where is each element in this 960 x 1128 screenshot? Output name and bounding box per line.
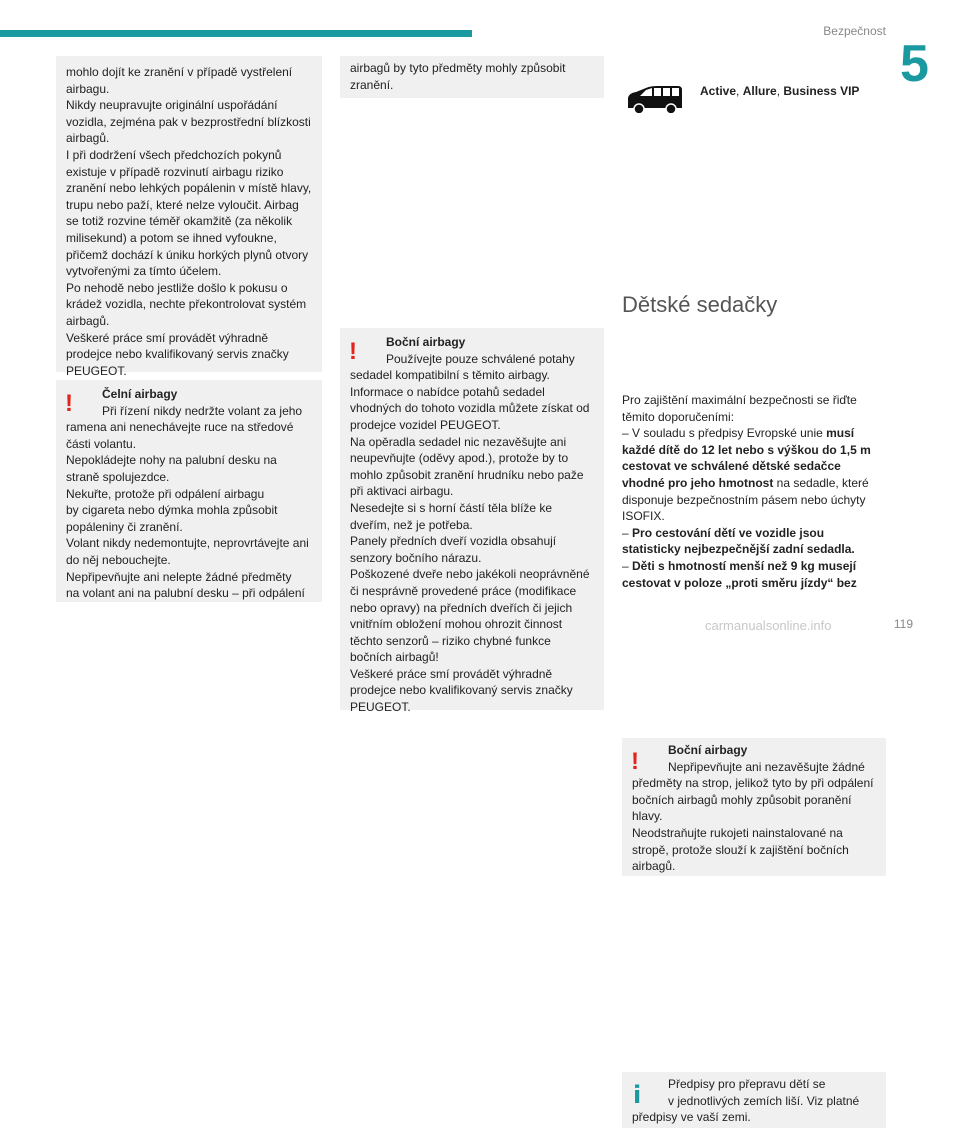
text-line: senzory bočního nárazu.	[350, 550, 482, 565]
text-line: mohlo způsobit zranění hrudníku nebo paže	[350, 467, 584, 482]
text-line: milisekund) a potom se ihned vyfoukne,	[66, 230, 277, 245]
chapter-number: 5	[900, 35, 929, 93]
body-line: Pro zajištění maximální bezpečnosti se řiďte	[622, 393, 857, 407]
text-line: Poškozené dveře nebo jakékoli neoprávněné	[350, 567, 590, 582]
body-line: – Děti s hmotností menší než 9 kg musejí	[622, 558, 857, 573]
body-line: těmito doporučeními:	[622, 409, 735, 424]
info-line-3: předpisy ve vaší zemi.	[632, 1110, 751, 1125]
text-line: těchto senzorů – riziko chybné funkce	[350, 633, 551, 648]
section-name: Bezpečnost	[823, 24, 886, 38]
header-rule	[0, 30, 472, 37]
version-list: Active, Allure, Business VIP	[700, 84, 860, 98]
warning-icon: !	[65, 390, 73, 417]
text-line: přičemž dochází k úniku horkých plynů otvory	[66, 247, 309, 262]
body-line: disponuje bezpečnostním pásem nebo úchyty	[622, 492, 866, 507]
text-line: zranění nebo lehkých popálenin v místě hlavy,	[66, 181, 312, 196]
text-line: vytvořenými za tímto účelem.	[66, 264, 222, 279]
text-line: by cigareta nebo dýmka mohla způsobit	[66, 503, 278, 518]
text-line: Volant nikdy nedemontujte, neprovrtávejte ani	[66, 536, 309, 551]
text-line: do něj nebouchejte.	[66, 552, 171, 567]
watermark: carmanualsonline.info	[705, 618, 832, 633]
roof-airbag-warning	[622, 738, 886, 876]
text-line: I při dodržení všech předchozích pokynů	[66, 147, 282, 162]
text-line: předměty na strop, jelikož tyto by při odpálení	[632, 776, 874, 791]
col1-note-text	[66, 64, 314, 379]
body-line: cestovat ve schválené dětské sedačce	[622, 459, 841, 474]
body-line: cestovat v poloze „proti směru jízdy“ bez	[622, 575, 857, 590]
info-line-2: v jednotlivých zemích liší. Viz platné	[668, 1093, 860, 1108]
text-line: Nesedejte si s horní částí těla blíže ke	[350, 500, 553, 515]
text-line: bočních airbagů mohly způsobit poranění	[632, 792, 852, 807]
warning-text	[632, 775, 878, 875]
side-airbag-warning	[340, 328, 604, 715]
frontal-airbag-warning	[56, 380, 322, 602]
warning-first-line: Používejte pouze schválené potahy	[386, 351, 575, 366]
text-line: Nepřipevňujte ani nelepte žádné předměty	[66, 569, 292, 584]
col2-note-text	[350, 60, 596, 93]
section-heading: Dětské sedačky	[622, 292, 778, 317]
body-line: každé dítě do 12 let nebo s výškou do 1,5 m	[622, 442, 871, 457]
text-line: Veškeré práce smí provádět výhradně	[350, 666, 553, 681]
text-line: popáleniny či zranění.	[66, 519, 183, 534]
text-line: Neodstraňujte rukojeti nainstalované na	[632, 825, 843, 840]
text-line: sedadel kompatibilní s těmito airbagy.	[350, 368, 550, 383]
text-line: Nekuřte, protože při odpálení airbagu	[66, 486, 265, 501]
text-line: při aktivaci airbagu.	[350, 484, 454, 499]
text-line: prodejce nebo kvalifikovaný servis značky	[66, 347, 289, 362]
body-line: statisticky nejbezpečnější zadní sedadla.	[622, 542, 855, 557]
text-line: airbagů by tyto předměty mohly způsobit	[350, 61, 566, 75]
text-line: neupevňujte (oděvy apod.), protože by to	[350, 451, 569, 466]
child-seat-recommendations	[622, 392, 884, 591]
text-line: ramena ani nenechávejte ruce na středové	[66, 420, 294, 435]
text-line: Informace o nabídce potahů sedadel	[350, 384, 545, 399]
body-line: vhodné pro jeho hmotnost na sedadle, které	[622, 475, 869, 490]
text-line: prodejce nebo kvalifikovaný servis značky	[350, 683, 573, 698]
text-line: vozidla, zejména pak v bezprostřední blízkosti	[66, 114, 311, 129]
text-line: airbagů.	[632, 859, 676, 874]
text-line: zranění.	[350, 77, 394, 92]
text-line: Na opěradla sedadel nic nezavěšujte ani	[350, 434, 567, 449]
text-line: stropě, protože slouží k zajištění bočních	[632, 842, 849, 857]
text-line: prodejce vozidel PEUGEOT.	[350, 417, 501, 432]
text-line: vnitřním obložení mohou ohrozit činnost	[350, 617, 563, 632]
text-line: nebo opravy) na předních dveřích či jejich	[350, 600, 573, 615]
van-icon	[624, 84, 686, 118]
text-line: se totiž rozvine téměř okamžitě (za několik	[66, 214, 293, 229]
text-line: existuje v případě rozvinutí airbagu riziko	[66, 164, 284, 179]
version-allure: Allure	[742, 84, 777, 98]
warning-icon: !	[631, 748, 639, 775]
warning-first-line: Při řízení nikdy nedržte volant za jeho	[102, 403, 303, 418]
info-icon: i	[633, 1081, 642, 1109]
body-line: – V souladu s předpisy Evropské unie musí	[622, 426, 855, 441]
text-line: hlavy.	[632, 809, 663, 824]
text-line: bočních airbagů!	[350, 650, 439, 665]
col2-note-box	[340, 56, 604, 98]
text-line: Nepokládejte nohy na palubní desku na	[66, 453, 277, 468]
text-line: Po nehodě nebo jestliže došlo k pokusu o	[66, 280, 288, 295]
text-line: mohlo dojít ke zranění v případě vystřelení	[66, 65, 293, 79]
text-line: na volant ani na palubní desku – při odpálení	[66, 586, 305, 601]
text-line: části volantu.	[66, 436, 137, 451]
text-line: PEUGEOT.	[350, 700, 411, 715]
warning-first-line: Nepřipevňujte ani nezavěšujte žádné	[668, 759, 865, 774]
text-line: krádež vozidla, nechte překontrolovat systém	[66, 297, 307, 312]
text-line: airbagu.	[66, 81, 110, 96]
version-business-vip: Business VIP	[783, 84, 860, 98]
warning-text	[66, 419, 314, 602]
child-seat-info-box	[622, 1072, 886, 1128]
warning-title: Boční airbagy	[668, 743, 748, 757]
text-line: Panely předních dveří vozidla obsahují	[350, 534, 557, 549]
text-line: trupu nebo paží, které nelze vyloučit. Airbag	[66, 197, 299, 212]
warning-text	[350, 367, 596, 715]
text-line: straně spolujezdce.	[66, 469, 170, 484]
info-line-1: Předpisy pro přepravu dětí se	[668, 1077, 826, 1091]
text-line: airbagů.	[66, 313, 110, 328]
text-line: či nesprávně provedené práce (modifikace	[350, 583, 577, 598]
text-line: airbagů.	[66, 131, 110, 146]
col1-note-box	[56, 56, 322, 378]
warning-title: Čelní airbagy	[102, 387, 178, 401]
text-line: PEUGEOT.	[66, 363, 127, 378]
body-line: ISOFIX.	[622, 509, 665, 524]
body-line: – Pro cestování dětí ve vozidle jsou	[622, 525, 825, 540]
page-number: 119	[893, 617, 913, 631]
text-line: dveřím, než je potřeba.	[350, 517, 473, 532]
text-line: Veškeré práce smí provádět výhradně	[66, 330, 269, 345]
warning-icon: !	[349, 338, 357, 365]
text-line: Nikdy neupravujte originální uspořádání	[66, 98, 278, 113]
version-active: Active	[700, 84, 737, 98]
text-line: vhodných do tohoto vozidla můžete získat od	[350, 401, 590, 416]
warning-title: Boční airbagy	[386, 335, 466, 349]
